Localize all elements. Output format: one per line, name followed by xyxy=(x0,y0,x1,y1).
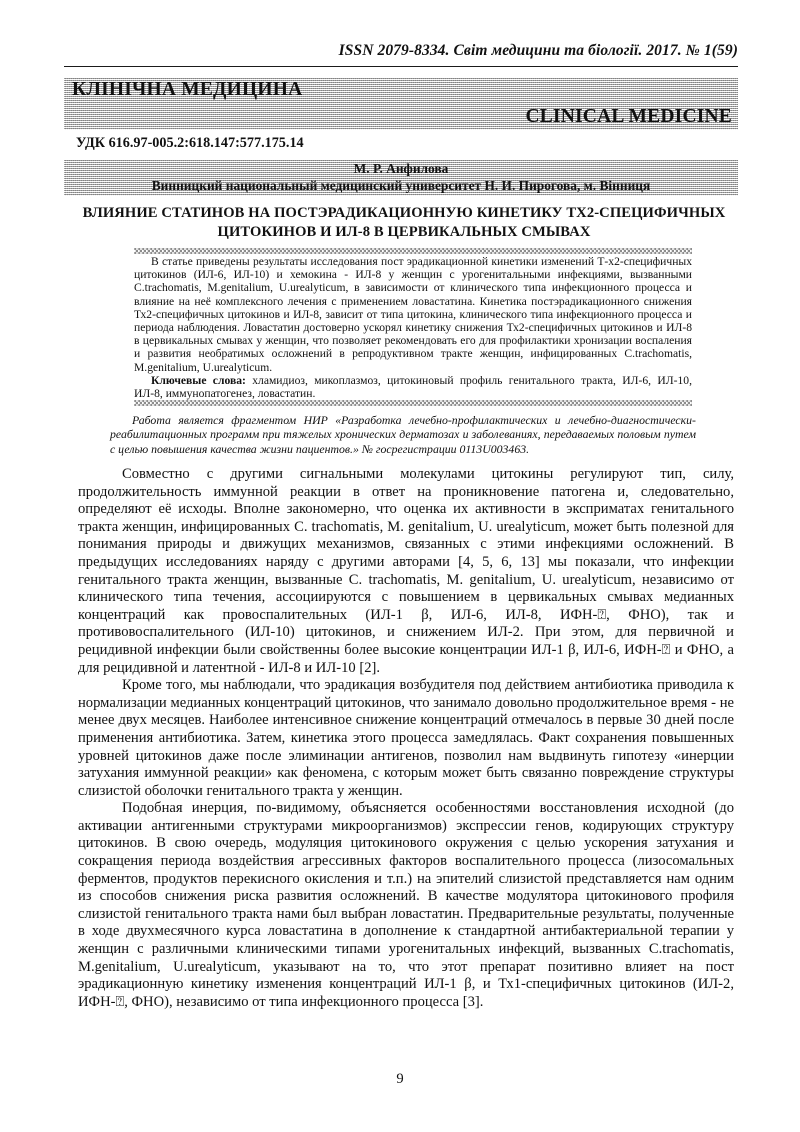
author-affiliation: Винницкий национальный медицинский университет Н. И. Пирогова, м. Вінниця xyxy=(151,178,651,193)
section-header-band xyxy=(64,78,738,130)
udc-code: УДК 616.97-005.2:618.147:577.175.14 xyxy=(76,135,304,151)
article-title: ВЛИЯНИЕ СТАТИНОВ НА ПОСТЭРАДИКАЦИОННУЮ КИНЕТИКУ ТХ2-СПЕЦИФИЧНЫХ ЦИТОКИНОВ И ИЛ-8 В ЦЕРВИКАЛЬНЫХ СМЫВАХ xyxy=(82,205,726,240)
body-paragraph: Кроме того, мы наблюдали, что эрадикация возбудителя под действием антибиотика приводила к нормализации медианных концентраций цитокинов, что занимало довольно продолжительное время - не менее двух месяцев. Наиболее интенсивное снижение концентраций отмечалось в первые 30 дней после применения антибиотика. Затем, кинетика этого процесса замедлялась. Факт сохранения повышенных уровней цитокинов даже после элиминации антигенов, позволил нам выдвинуть гипотезу «инерции затухания иммунной реакции» как феномена, с которым может быть связанно повреждение структуры слизистой оболочки генитального тракта у женщин. xyxy=(78,677,734,799)
article-body xyxy=(78,466,734,1011)
running-head-rule xyxy=(64,66,738,67)
abstract-block xyxy=(134,248,692,406)
abstract-top-rule xyxy=(134,248,692,254)
page-number: 9 xyxy=(396,1071,404,1087)
funding-note: Работа является фрагментом НИР «Разработка лечебно-профилактических и лечебно-диагностически-реабилитационных программ при тяжелых хронических дерматозах и заболеваниях, передаваемых половым путем с целью повышения качества жизни пациентов.» № госрегистрации 0113U003463. xyxy=(110,413,696,456)
body-paragraph: Подобная инерция, по-видимому, объясняется особенностями восстановления исходной (до активации антигенными структурами микроорганизмов) экспрессии генов, кодирующих структуру цитокинов. В свою очередь, модуляция цитокинового окружения с целью ускорения затухания и сокращения периода воздействия агрессивных факторов воспалительного процесса (лизосомальных ферментов, продуктов перекисного окисления и т.п.) на эпителий слизистой представляется нам одним из способов снижения риска развития осложнений. В качестве модулятора цитокинового профиля слизистой генитального тракта нами был выбран ловастатин. Предварительные результаты, полученные в ходе двухмесячного курса ловастатина в дополнение к стандартной антибактериальной терапии у женщин с различными клиническими типами урогенитальных инфекций, вызванных C.trachomatis, M.genitalium, U.urealyticum, указывают на то, что этот препарат позитивно влияет на пост эрадикационную кинетику изменения концентраций ИЛ-1 β, и Тх1-специфичных цитокинов (ИЛ-2, ИФН-⍰, ФНО), независимо от типа инфекционного процесса [3]. xyxy=(78,800,734,1010)
keywords-line xyxy=(134,374,692,400)
author-name: М. Р. Анфилова xyxy=(353,161,449,176)
section-title-english: CLINICAL MEDICINE xyxy=(525,106,732,127)
author-band xyxy=(64,160,738,196)
section-title-ukrainian: КЛІНІЧНА МЕДИЦИНА xyxy=(72,79,303,100)
running-head: ISSN 2079-8334. Світ медицини та біології. 2017. № 1(59) xyxy=(338,42,738,59)
abstract-text: В статье приведены результаты исследования пост эрадикационной кинетики изменений Т-х2-специфичных цитокинов (ИЛ-6, ИЛ-10) и хемокина - ИЛ-8 у женщин с урогенитальными инфекциями, вызванными C.trachomatis, M.genitalium, U.urealyticum, в зависимости от клинического типа инфекционного процесса и влияние на неё комплексного лечения с применением ловастатина. Кинетика постэрадикационного снижения Тх2-специфичных цитокинов и ИЛ-8, зависит от типа цитокина, клинического типа инфекционного процесса и периода наблюдения. Ловастатин достоверно ускорял кинетику снижения Тх2-специфичных цитокинов и ИЛ-8 в цервикальных смывах у женщин, что позволяет рекомендовать его для профилактики хронизации воспаления и развития необратимых осложнений в репродуктивном тракте женщин, инфицированных C.trachomatis, M.genitalium, U.urealyticum. xyxy=(134,255,692,374)
abstract-bottom-rule xyxy=(134,400,692,406)
keywords-label: Ключевые слова: xyxy=(151,373,246,387)
body-paragraph: Совместно с другими сигнальными молекулами цитокины регулируют тип, силу, продолжительность иммунной реакции в ответ на проникновение патогена и, следовательно, определяют её исходы. Вполне закономерно, что оценка их активности в эксприматах генитального тракта женщин, инфицированных C. trachomatis, M. genitalium, U. urealyticum, может быть полезной для понимания природы и движущих механизмов, связанных с этими инфекциями осложнений. В предыдущих исследованиях наряду с другими авторами [4, 5, 6, 13] мы показали, что инфекции генитального тракта женщин, вызванные C. trachomatis, M. genitalium, U. urealyticum, независимо от клинического типа течения, ассоциируются с повышением в цервикальных смывах медианных концентраций как провоспалительных (ИЛ-1 β, ИЛ-6, ИЛ-8, ИФН-⍰, ФНО), так и противовоспалительного (ИЛ-10) цитокинов, и снижением ИЛ-2. При этом, для первичной и рецидивной инфекции были свойственны более высокие концентрации ИЛ-1 β, ИЛ-6, ИФН-⍰ и ФНО, а для рецидивной и латентной - ИЛ-8 и ИЛ-10 [2]. xyxy=(78,466,734,676)
keywords-text: хламидиоз, микоплазмоз, цитокиновый профиль генитального тракта, ИЛ-6, ИЛ-10, ИЛ-8, иммунопатогенез, ловастатин. xyxy=(134,373,692,401)
